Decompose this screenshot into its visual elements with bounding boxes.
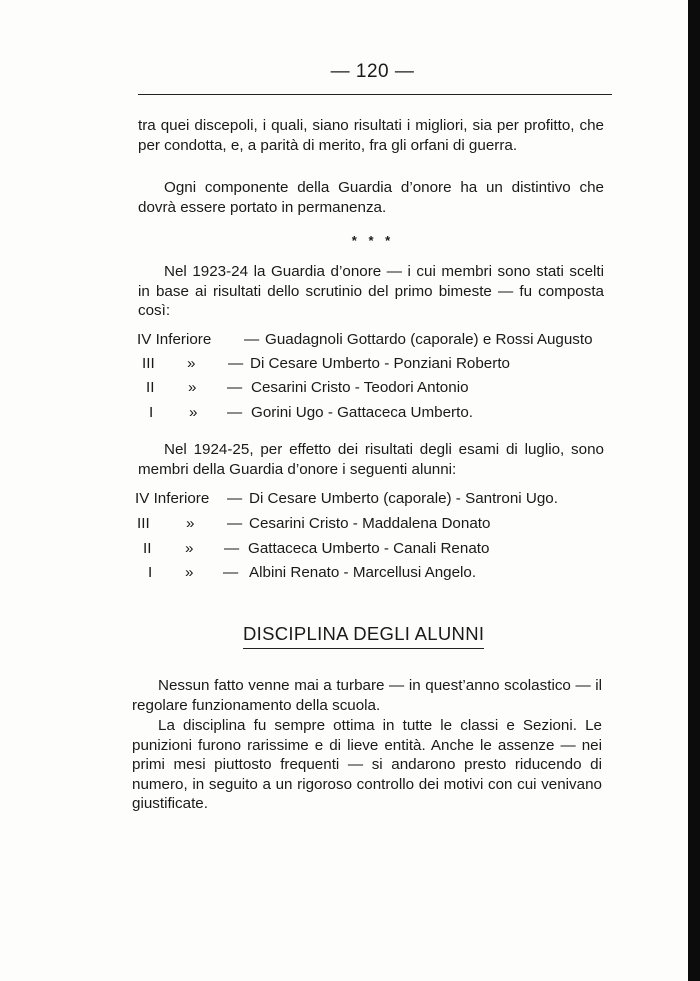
- section-separator: * * *: [351, 233, 395, 248]
- class-label: IV Inferiore: [137, 331, 212, 348]
- class-label: III: [142, 355, 155, 372]
- list-row: [135, 564, 605, 588]
- dash: —: [228, 355, 244, 372]
- dash: —: [227, 490, 243, 507]
- student-names: Cesarini Cristo - Teodori Antonio: [251, 379, 469, 396]
- class-label: I: [148, 564, 153, 581]
- class-label: II: [146, 379, 155, 396]
- paragraph-1923-24: Nel 1923-24 la Guardia d’onore — i cui membri sono stati scelti in base ai risultati dello scrutinio del primo bimeste — fu composta così:: [138, 263, 604, 319]
- dash: —: [224, 540, 240, 557]
- list-row: [137, 379, 607, 403]
- student-names: Albini Renato - Marcellusi Angelo.: [249, 564, 477, 581]
- ditto-mark: »: [185, 540, 194, 557]
- dash: —: [244, 331, 260, 348]
- paragraph-disciplina: La disciplina fu sempre ottima in tutte le classi e Sezioni. Le punizioni furono rarissime e di lieve entità. Anche le assenze — nei primi mesi piuttosto frequenti — si andarono presto riducendo di numero, in seguito a un rigoroso controllo dei motivi con cui venivano giustificate.: [132, 717, 602, 812]
- student-names: Gattaceca Umberto - Canali Renato: [248, 540, 490, 557]
- paragraph-turbare: Nessun fatto venne mai a turbare — in quest’anno scolastico — il regolare funzionamento della scuola.: [132, 677, 602, 714]
- paragraph-distintivo: Ogni componente della Guardia d’onore ha un distintivo che dovrà essere portato in permanenza.: [138, 179, 604, 216]
- page-edge-shadow: [688, 0, 700, 981]
- ditto-mark: »: [188, 379, 197, 396]
- page-number: — 120 —: [330, 61, 415, 82]
- ditto-mark: »: [186, 515, 195, 532]
- list-row: [137, 404, 607, 428]
- ditto-mark: »: [189, 404, 198, 421]
- class-label: III: [137, 515, 150, 532]
- student-names: Di Cesare Umberto (caporale) - Santroni Ugo.: [249, 490, 558, 507]
- list-row: [135, 540, 605, 564]
- class-label: II: [143, 540, 152, 557]
- paragraph-continuation: tra quei discepoli, i quali, siano risultati i migliori, sia per profitto, che per condotta, e, a parità di merito, fra gli orfani di guerra.: [138, 117, 604, 154]
- ditto-mark: »: [185, 564, 194, 581]
- dash: —: [227, 515, 243, 532]
- class-label: IV Inferiore: [135, 490, 210, 507]
- list-row: [135, 490, 605, 514]
- list-row: [135, 515, 605, 539]
- student-names: Di Cesare Umberto - Ponziani Roberto: [250, 355, 510, 372]
- paragraph-1924-25: Nel 1924-25, per effetto dei risultati degli esami di luglio, sono membri della Guardia d’onore i seguenti alunni:: [138, 441, 604, 478]
- list-row: [137, 355, 607, 379]
- header-rule: [138, 94, 612, 95]
- ditto-mark: »: [187, 355, 196, 372]
- section-title: DISCIPLINA DEGLI ALUNNI: [243, 623, 484, 649]
- dash: —: [223, 564, 239, 581]
- dash: —: [227, 379, 243, 396]
- student-names: Gorini Ugo - Gattaceca Umberto.: [251, 404, 473, 421]
- class-label: I: [149, 404, 154, 421]
- dash: —: [227, 404, 243, 421]
- list-row: [137, 331, 607, 355]
- student-names: Guadagnoli Gottardo (caporale) e Rossi Augusto: [265, 331, 593, 348]
- student-names: Cesarini Cristo - Maddalena Donato: [249, 515, 491, 532]
